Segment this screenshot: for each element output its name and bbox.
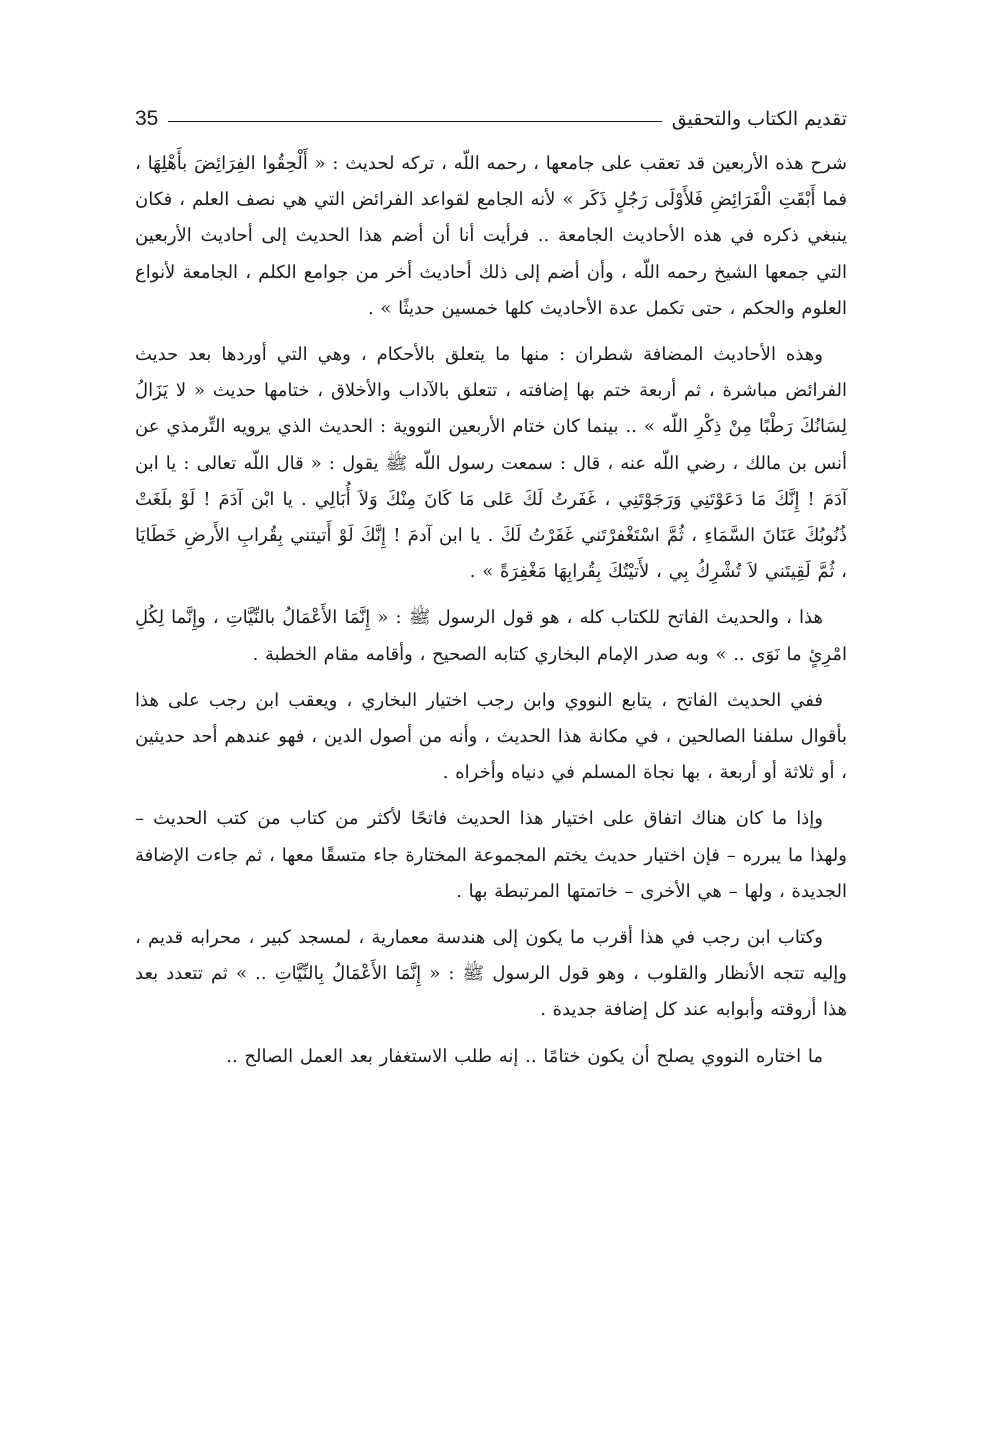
paragraph: وإذا ما كان هناك اتفاق على اختيار هذا الحديث فاتحًا لأكثر من كتاب من كتب الحديث – ولهذا ما يبرره – فإن اختيار حديث يختم المجموعة المختارة جاء متسقًا معها ، ثم جاءت الإضافة الجديدة ، ولها – هي الأخرى – خاتمتها المرتبطة بها . <box>135 808 847 902</box>
running-header-title: تقديم الكتاب والتحقيق <box>671 108 847 130</box>
paragraph: هذا ، والحديث الفاتح للكتاب كله ، هو قول الرسول ﷺ : « إِنَّمَا الأَعْمَالُ بالنِّيَّاتِ ، وإِنَّما لِكُلِ امْرِئٍ ما نَوَى .. » وبه صدر الإمام البخاري كتابه الصحيح ، وأقامه مقام الخطبة . <box>135 607 847 665</box>
paragraph: ما اختاره النووي يصلح أن يكون ختامًا .. إنه طلب الاستغفار بعد العمل الصالح .. <box>226 1045 823 1067</box>
running-header <box>135 104 847 134</box>
paragraph: وكتاب ابن رجب في هذا أقرب ما يكون إلى هندسة معمارية ، لمسجد كبير ، محرابه قديم ، وإليه تتجه الأنظار والقلوب ، وهو قول الرسول ﷺ : « إِنَّمَا الأَعْمَالُ بِالنِّيَّاتِ .. » ثم تتعدد بعد هذا أروقته وأبوابه عند كل إضافة جديدة . <box>135 927 847 1021</box>
paragraph: وهذه الأحاديث المضافة شطران : منها ما يتعلق بالأحكام ، وهي التي أوردها بعد حديث الفرائض مباشرة ، ثم أربعة ختم بها إضافته ، تتعلق بالآداب والأخلاق ، ختامها حديث « لا يَزَالُ لِسَانُكَ رَطْبًا مِنْ ذِكْرِ اللّه » .. بينما كان ختام الأربعين النووية : الحديث الذي يرويه التِّرمذي عن أنس بن مالك ، رضي اللّه عنه ، قال : سمعت رسول اللّه ﷺ يقول : « قال اللّه تعالى : يا ابن آدَمَ ! إِنَّكَ مَا دَعَوْتَنِي وَرَجَوْتَنِي ، غَفَرتُ لَكَ عَلى مَا كَانَ مِنْكَ وَلاَ أُبَالِي . يا ابْن آدَمَ ! لَوْ بلَغَتْ ذُنُوبُكَ عَنَانَ السَّمَاءِ ، ثُمَّ اسْتَغْفرْتَني غَفَرْتُ لَكَ . يا ابن آدمَ ! إِنَّكَ لَوْ أَتيتني بِقُرابِ الأَرضِ خَطَايَا ، ثُمَّ لَقِيتَني لاَ تُشْرِكُ بِي ، لأَتيْتُكَ بِقُرابِهَا مَغْفِرَةً » . <box>135 344 847 583</box>
paragraph: ففي الحديث الفاتح ، يتابع النووي وابن رجب اختيار البخاري ، ويعقب ابن رجب على هذا بأقوال سلفنا الصالحين ، في مكانة هذا الحديث ، وأنه من أصول الدين ، فهو عندهم أحد حديثين ، أو ثلاثة أو أربعة ، بها نجاة المسلم في دنياه وأخراه . <box>135 689 847 784</box>
paragraph: شرح هذه الأربعين قد تعقب على جامعها ، رحمه اللّه ، تركه لحديث : « أَلْحِقُوا الفِرَائِضَ بأَهْلِهَا ، فما أَبْقَتِ الْفَرَائِضِ فَلأَوْلَى رَجُلٍ ذَكَر » لأنه الجامع لقواعد الفرائض التي هي نصف العلم ، فكان ينبغي ذكره في هذه الأحاديث الجامعة .. فرأيت أنا أن أضم هذا الحديث إلى أحاديث الأربعين التي جمعها الشيخ رحمه اللّه ، وأن أضم إلى ذلك أحاديث أخر من جوامع الكلم ، الجامعة لأنواع العلوم والحكم ، حتى تكمل عدة الأحاديث كلها خمسين حديثًا » . <box>135 153 847 319</box>
header-rule <box>168 121 661 122</box>
page-number: 35 <box>135 107 159 130</box>
body-text <box>135 146 847 1085</box>
